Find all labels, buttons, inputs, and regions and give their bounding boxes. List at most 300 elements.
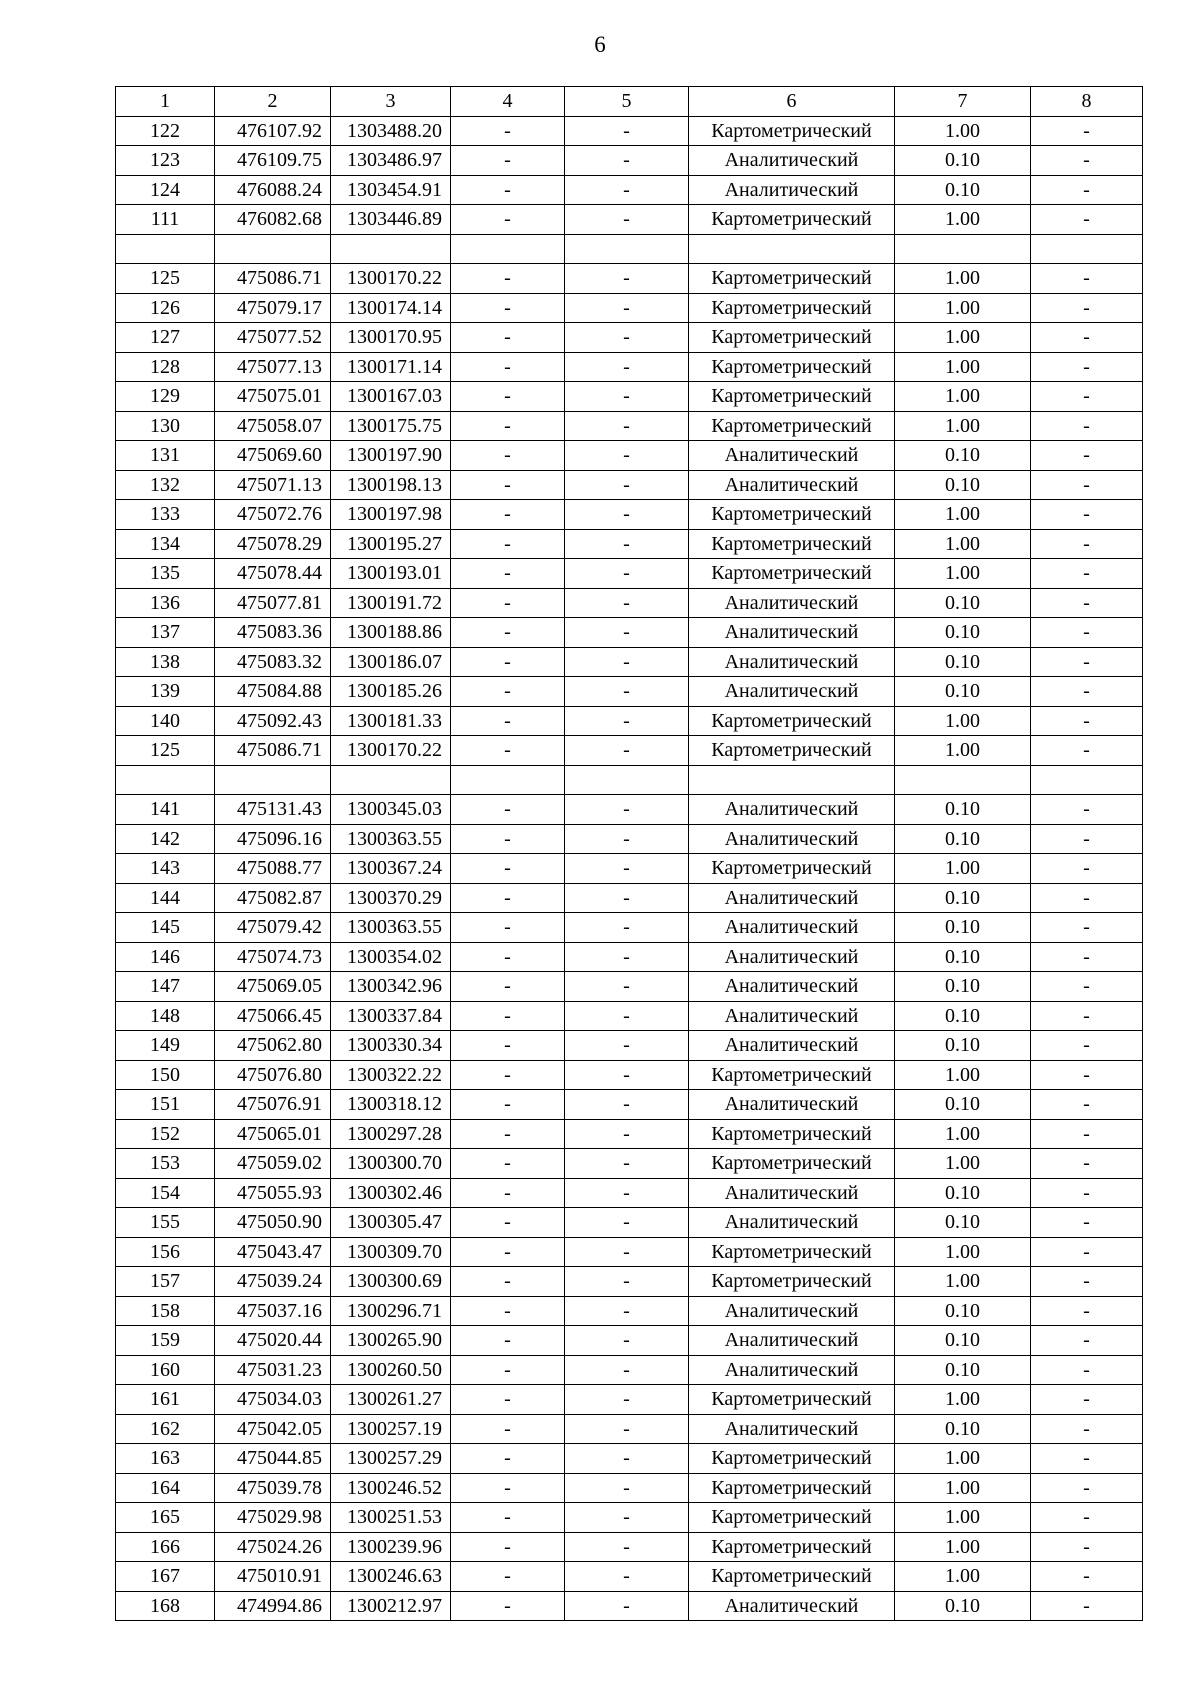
method-cell: Картометрический (689, 1119, 895, 1149)
point-number-cell: 134 (116, 529, 215, 559)
table-row (116, 1296, 1143, 1326)
method-cell: Картометрический (689, 1385, 895, 1415)
col-4-cell: - (451, 1444, 565, 1474)
point-number-cell: 161 (116, 1385, 215, 1415)
y-coordinate-cell: 1300257.29 (331, 1444, 451, 1474)
accuracy-cell: 1.00 (895, 706, 1031, 736)
col-4-cell: - (451, 795, 565, 825)
accuracy-cell: 0.10 (895, 677, 1031, 707)
x-coordinate-cell: 475050.90 (215, 1208, 331, 1238)
point-number-cell: 145 (116, 913, 215, 943)
col-8-cell (1031, 765, 1143, 795)
col-5-cell: - (565, 175, 689, 205)
col-4-cell: - (451, 1090, 565, 1120)
method-cell: Аналитический (689, 1178, 895, 1208)
y-coordinate-cell: 1300181.33 (331, 706, 451, 736)
y-coordinate-cell: 1300197.98 (331, 500, 451, 530)
table-row (116, 795, 1143, 825)
col-4-cell: - (451, 293, 565, 323)
method-cell: Аналитический (689, 618, 895, 648)
table-row (116, 382, 1143, 412)
accuracy-cell: 1.00 (895, 1149, 1031, 1179)
table-row (116, 500, 1143, 530)
col-8-cell: - (1031, 1208, 1143, 1238)
x-coordinate-cell: 476107.92 (215, 116, 331, 146)
x-coordinate-cell: 475084.88 (215, 677, 331, 707)
col-4-cell (451, 765, 565, 795)
point-number-cell: 146 (116, 942, 215, 972)
table-row (116, 1444, 1143, 1474)
col-8-cell: - (1031, 500, 1143, 530)
col-5-cell: - (565, 293, 689, 323)
col-5-cell: - (565, 1090, 689, 1120)
col-4-cell: - (451, 205, 565, 235)
accuracy-cell: 1.00 (895, 1267, 1031, 1297)
col-5-cell: - (565, 795, 689, 825)
point-number-cell: 167 (116, 1562, 215, 1592)
point-number-cell: 143 (116, 854, 215, 884)
table-row (116, 470, 1143, 500)
method-cell: Картометрический (689, 1532, 895, 1562)
point-number-cell: 111 (116, 205, 215, 235)
col-4-cell: - (451, 559, 565, 589)
col-4-cell: - (451, 1267, 565, 1297)
y-coordinate-cell: 1300170.95 (331, 323, 451, 353)
col-4-cell: - (451, 1532, 565, 1562)
col-4-cell: - (451, 913, 565, 943)
table-row (116, 854, 1143, 884)
table-row (116, 293, 1143, 323)
accuracy-cell: 1.00 (895, 1473, 1031, 1503)
point-number-cell: 157 (116, 1267, 215, 1297)
table-row (116, 116, 1143, 146)
table-row (116, 1001, 1143, 1031)
point-number-cell: 141 (116, 795, 215, 825)
col-8-cell: - (1031, 352, 1143, 382)
point-number-cell (116, 234, 215, 264)
y-coordinate-cell: 1300171.14 (331, 352, 451, 382)
point-number-cell: 123 (116, 146, 215, 176)
col-8-cell: - (1031, 441, 1143, 471)
accuracy-cell: 0.10 (895, 1326, 1031, 1356)
accuracy-cell: 0.10 (895, 1591, 1031, 1621)
method-cell: Картометрический (689, 1149, 895, 1179)
table-row (116, 1355, 1143, 1385)
point-number-cell: 151 (116, 1090, 215, 1120)
accuracy-cell: 0.10 (895, 942, 1031, 972)
y-coordinate-cell: 1300260.50 (331, 1355, 451, 1385)
x-coordinate-cell: 475039.24 (215, 1267, 331, 1297)
method-cell: Картометрический (689, 382, 895, 412)
col-8-cell: - (1031, 1355, 1143, 1385)
table-row (116, 883, 1143, 913)
point-number-cell: 162 (116, 1414, 215, 1444)
y-coordinate-cell: 1300337.84 (331, 1001, 451, 1031)
x-coordinate-cell: 475082.87 (215, 883, 331, 913)
col-8-cell: - (1031, 1503, 1143, 1533)
y-coordinate-cell: 1300318.12 (331, 1090, 451, 1120)
point-number-cell: 124 (116, 175, 215, 205)
x-coordinate-cell: 475078.44 (215, 559, 331, 589)
col-4-cell: - (451, 1237, 565, 1267)
point-number-cell: 150 (116, 1060, 215, 1090)
accuracy-cell: 0.10 (895, 1208, 1031, 1238)
y-coordinate-cell: 1300185.26 (331, 677, 451, 707)
separator-row (116, 234, 1143, 264)
col-5-cell: - (565, 647, 689, 677)
col-4-cell: - (451, 647, 565, 677)
table-row (116, 647, 1143, 677)
x-coordinate-cell: 475029.98 (215, 1503, 331, 1533)
method-cell: Картометрический (689, 205, 895, 235)
method-cell: Аналитический (689, 972, 895, 1002)
col-8-cell: - (1031, 293, 1143, 323)
col-5-cell: - (565, 1119, 689, 1149)
method-cell: Аналитический (689, 824, 895, 854)
y-coordinate-cell: 1300367.24 (331, 854, 451, 884)
point-number-cell: 139 (116, 677, 215, 707)
x-coordinate-cell: 475076.91 (215, 1090, 331, 1120)
col-8-cell: - (1031, 323, 1143, 353)
method-cell: Аналитический (689, 175, 895, 205)
x-coordinate-cell: 475074.73 (215, 942, 331, 972)
col-4-cell: - (451, 1355, 565, 1385)
col-4-cell: - (451, 382, 565, 412)
y-coordinate-cell: 1300354.02 (331, 942, 451, 972)
col-8-cell: - (1031, 1296, 1143, 1326)
header-cell-6: 6 (689, 87, 895, 117)
accuracy-cell: 1.00 (895, 1562, 1031, 1592)
accuracy-cell: 0.10 (895, 441, 1031, 471)
col-5-cell: - (565, 352, 689, 382)
x-coordinate-cell: 475020.44 (215, 1326, 331, 1356)
accuracy-cell: 0.10 (895, 824, 1031, 854)
y-coordinate-cell: 1300342.96 (331, 972, 451, 1002)
col-5-cell: - (565, 323, 689, 353)
table-row (116, 1562, 1143, 1592)
col-5-cell: - (565, 736, 689, 766)
point-number-cell: 126 (116, 293, 215, 323)
table-row (116, 1267, 1143, 1297)
table-row (116, 588, 1143, 618)
col-8-cell: - (1031, 647, 1143, 677)
col-4-cell: - (451, 1385, 565, 1415)
table-row (116, 352, 1143, 382)
col-5-cell: - (565, 942, 689, 972)
point-number-cell: 147 (116, 972, 215, 1002)
x-coordinate-cell (215, 234, 331, 264)
col-8-cell: - (1031, 913, 1143, 943)
col-8-cell: - (1031, 1414, 1143, 1444)
col-5-cell: - (565, 1562, 689, 1592)
method-cell: Аналитический (689, 677, 895, 707)
point-number-cell: 136 (116, 588, 215, 618)
method-cell: Картометрический (689, 352, 895, 382)
point-number-cell: 165 (116, 1503, 215, 1533)
point-number-cell: 138 (116, 647, 215, 677)
col-4-cell: - (451, 1031, 565, 1061)
accuracy-cell: 0.10 (895, 883, 1031, 913)
method-cell: Аналитический (689, 1090, 895, 1120)
point-number-cell: 129 (116, 382, 215, 412)
accuracy-cell: 1.00 (895, 205, 1031, 235)
accuracy-cell: 0.10 (895, 1414, 1031, 1444)
col-4-cell: - (451, 441, 565, 471)
accuracy-cell: 0.10 (895, 647, 1031, 677)
x-coordinate-cell: 475037.16 (215, 1296, 331, 1326)
point-number-cell: 131 (116, 441, 215, 471)
col-8-cell: - (1031, 1119, 1143, 1149)
accuracy-cell: 1.00 (895, 352, 1031, 382)
y-coordinate-cell: 1300370.29 (331, 883, 451, 913)
y-coordinate-cell: 1300300.70 (331, 1149, 451, 1179)
method-cell: Картометрический (689, 500, 895, 530)
col-5-cell: - (565, 824, 689, 854)
y-coordinate-cell: 1300188.86 (331, 618, 451, 648)
table-row (116, 677, 1143, 707)
col-8-cell: - (1031, 736, 1143, 766)
method-cell: Аналитический (689, 1355, 895, 1385)
col-4-cell: - (451, 1060, 565, 1090)
point-number-cell: 159 (116, 1326, 215, 1356)
y-coordinate-cell: 1300246.52 (331, 1473, 451, 1503)
accuracy-cell: 1.00 (895, 264, 1031, 294)
x-coordinate-cell: 475077.52 (215, 323, 331, 353)
col-8-cell: - (1031, 1444, 1143, 1474)
x-coordinate-cell: 474994.86 (215, 1591, 331, 1621)
accuracy-cell: 0.10 (895, 146, 1031, 176)
point-number-cell: 158 (116, 1296, 215, 1326)
col-5-cell: - (565, 1178, 689, 1208)
method-cell: Аналитический (689, 1208, 895, 1238)
y-coordinate-cell: 1300309.70 (331, 1237, 451, 1267)
x-coordinate-cell: 475039.78 (215, 1473, 331, 1503)
x-coordinate-cell: 475031.23 (215, 1355, 331, 1385)
x-coordinate-cell: 475088.77 (215, 854, 331, 884)
col-8-cell: - (1031, 1090, 1143, 1120)
x-coordinate-cell: 475086.71 (215, 264, 331, 294)
y-coordinate-cell: 1300265.90 (331, 1326, 451, 1356)
col-4-cell: - (451, 972, 565, 1002)
col-5-cell: - (565, 588, 689, 618)
col-5-cell: - (565, 1208, 689, 1238)
point-number-cell: 140 (116, 706, 215, 736)
col-5-cell: - (565, 677, 689, 707)
method-cell: Аналитический (689, 441, 895, 471)
table-row (116, 1473, 1143, 1503)
x-coordinate-cell: 475043.47 (215, 1237, 331, 1267)
x-coordinate-cell: 475069.05 (215, 972, 331, 1002)
y-coordinate-cell (331, 234, 451, 264)
col-5-cell: - (565, 1503, 689, 1533)
col-8-cell: - (1031, 795, 1143, 825)
table-row (116, 1060, 1143, 1090)
method-cell: Аналитический (689, 942, 895, 972)
col-5-cell: - (565, 1326, 689, 1356)
col-5-cell: - (565, 441, 689, 471)
col-5-cell: - (565, 1385, 689, 1415)
method-cell: Картометрический (689, 116, 895, 146)
x-coordinate-cell: 475065.01 (215, 1119, 331, 1149)
col-5-cell: - (565, 1591, 689, 1621)
x-coordinate-cell: 475062.80 (215, 1031, 331, 1061)
point-number-cell: 164 (116, 1473, 215, 1503)
method-cell: Аналитический (689, 913, 895, 943)
header-cell-8: 8 (1031, 87, 1143, 117)
accuracy-cell: 0.10 (895, 1296, 1031, 1326)
point-number-cell: 144 (116, 883, 215, 913)
header-cell-1: 1 (116, 87, 215, 117)
accuracy-cell: 1.00 (895, 1119, 1031, 1149)
table-row (116, 559, 1143, 589)
x-coordinate-cell: 475096.16 (215, 824, 331, 854)
col-4-cell: - (451, 854, 565, 884)
col-8-cell: - (1031, 1562, 1143, 1592)
col-8-cell: - (1031, 1473, 1143, 1503)
y-coordinate-cell: 1300186.07 (331, 647, 451, 677)
y-coordinate-cell: 1300363.55 (331, 824, 451, 854)
x-coordinate-cell: 476088.24 (215, 175, 331, 205)
col-5-cell: - (565, 264, 689, 294)
col-4-cell: - (451, 264, 565, 294)
y-coordinate-cell: 1300261.27 (331, 1385, 451, 1415)
method-cell: Аналитический (689, 1296, 895, 1326)
col-5-cell: - (565, 411, 689, 441)
accuracy-cell: 0.10 (895, 795, 1031, 825)
col-4-cell: - (451, 1178, 565, 1208)
x-coordinate-cell: 475055.93 (215, 1178, 331, 1208)
table-row (116, 529, 1143, 559)
col-5-cell: - (565, 116, 689, 146)
x-coordinate-cell: 476082.68 (215, 205, 331, 235)
col-8-cell: - (1031, 706, 1143, 736)
x-coordinate-cell: 475083.36 (215, 618, 331, 648)
col-4-cell (451, 234, 565, 264)
col-8-cell: - (1031, 677, 1143, 707)
header-cell-5: 5 (565, 87, 689, 117)
point-number-cell: 155 (116, 1208, 215, 1238)
col-4-cell: - (451, 323, 565, 353)
col-4-cell: - (451, 116, 565, 146)
point-number-cell: 127 (116, 323, 215, 353)
accuracy-cell: 1.00 (895, 1444, 1031, 1474)
y-coordinate-cell: 1300302.46 (331, 1178, 451, 1208)
method-cell: Картометрический (689, 736, 895, 766)
col-8-cell: - (1031, 382, 1143, 412)
y-coordinate-cell: 1300300.69 (331, 1267, 451, 1297)
col-8-cell: - (1031, 411, 1143, 441)
separator-row (116, 765, 1143, 795)
y-coordinate-cell: 1300174.14 (331, 293, 451, 323)
col-8-cell: - (1031, 205, 1143, 235)
col-5-cell: - (565, 706, 689, 736)
col-4-cell: - (451, 470, 565, 500)
method-cell: Картометрический (689, 854, 895, 884)
x-coordinate-cell: 475059.02 (215, 1149, 331, 1179)
col-5-cell: - (565, 1414, 689, 1444)
table-row (116, 146, 1143, 176)
y-coordinate-cell: 1303454.91 (331, 175, 451, 205)
point-number-cell: 154 (116, 1178, 215, 1208)
method-cell: Аналитический (689, 1414, 895, 1444)
y-coordinate-cell: 1300170.22 (331, 264, 451, 294)
point-number-cell: 125 (116, 736, 215, 766)
x-coordinate-cell: 475077.81 (215, 588, 331, 618)
accuracy-cell: 1.00 (895, 116, 1031, 146)
table-row (116, 264, 1143, 294)
col-5-cell: - (565, 1444, 689, 1474)
col-5-cell (565, 765, 689, 795)
header-cell-3: 3 (331, 87, 451, 117)
col-4-cell: - (451, 529, 565, 559)
col-4-cell: - (451, 942, 565, 972)
col-5-cell: - (565, 1355, 689, 1385)
y-coordinate-cell: 1300170.22 (331, 736, 451, 766)
x-coordinate-cell: 476109.75 (215, 146, 331, 176)
table-row (116, 411, 1143, 441)
method-cell: Аналитический (689, 1326, 895, 1356)
table-row (116, 706, 1143, 736)
y-coordinate-cell: 1300305.47 (331, 1208, 451, 1238)
y-coordinate-cell: 1300322.22 (331, 1060, 451, 1090)
col-8-cell: - (1031, 883, 1143, 913)
method-cell: Аналитический (689, 795, 895, 825)
col-8-cell: - (1031, 175, 1143, 205)
table-row (116, 1503, 1143, 1533)
col-8-cell: - (1031, 588, 1143, 618)
col-5-cell: - (565, 1296, 689, 1326)
method-cell: Аналитический (689, 470, 895, 500)
col-4-cell: - (451, 411, 565, 441)
col-4-cell: - (451, 500, 565, 530)
point-number-cell: 122 (116, 116, 215, 146)
method-cell: Картометрический (689, 1562, 895, 1592)
y-coordinate-cell: 1300212.97 (331, 1591, 451, 1621)
col-5-cell: - (565, 1237, 689, 1267)
col-8-cell: - (1031, 1532, 1143, 1562)
accuracy-cell: 0.10 (895, 913, 1031, 943)
method-cell: Картометрический (689, 411, 895, 441)
method-cell: Картометрический (689, 1237, 895, 1267)
y-coordinate-cell (331, 765, 451, 795)
x-coordinate-cell: 475066.45 (215, 1001, 331, 1031)
method-cell: Аналитический (689, 1001, 895, 1031)
header-cell-7: 7 (895, 87, 1031, 117)
method-cell (689, 765, 895, 795)
coordinates-table (115, 86, 1143, 1621)
col-5-cell: - (565, 205, 689, 235)
x-coordinate-cell: 475058.07 (215, 411, 331, 441)
point-number-cell: 166 (116, 1532, 215, 1562)
col-4-cell: - (451, 1562, 565, 1592)
col-8-cell: - (1031, 942, 1143, 972)
method-cell: Картометрический (689, 559, 895, 589)
col-8-cell: - (1031, 1237, 1143, 1267)
table-row (116, 1414, 1143, 1444)
table-row (116, 1532, 1143, 1562)
point-number-cell: 163 (116, 1444, 215, 1474)
col-4-cell: - (451, 352, 565, 382)
x-coordinate-cell: 475042.05 (215, 1414, 331, 1444)
page-number: 6 (594, 32, 606, 57)
col-5-cell: - (565, 470, 689, 500)
method-cell: Картометрический (689, 293, 895, 323)
y-coordinate-cell: 1300345.03 (331, 795, 451, 825)
x-coordinate-cell: 475075.01 (215, 382, 331, 412)
col-4-cell: - (451, 1326, 565, 1356)
table-row (116, 1119, 1143, 1149)
col-8-cell: - (1031, 559, 1143, 589)
